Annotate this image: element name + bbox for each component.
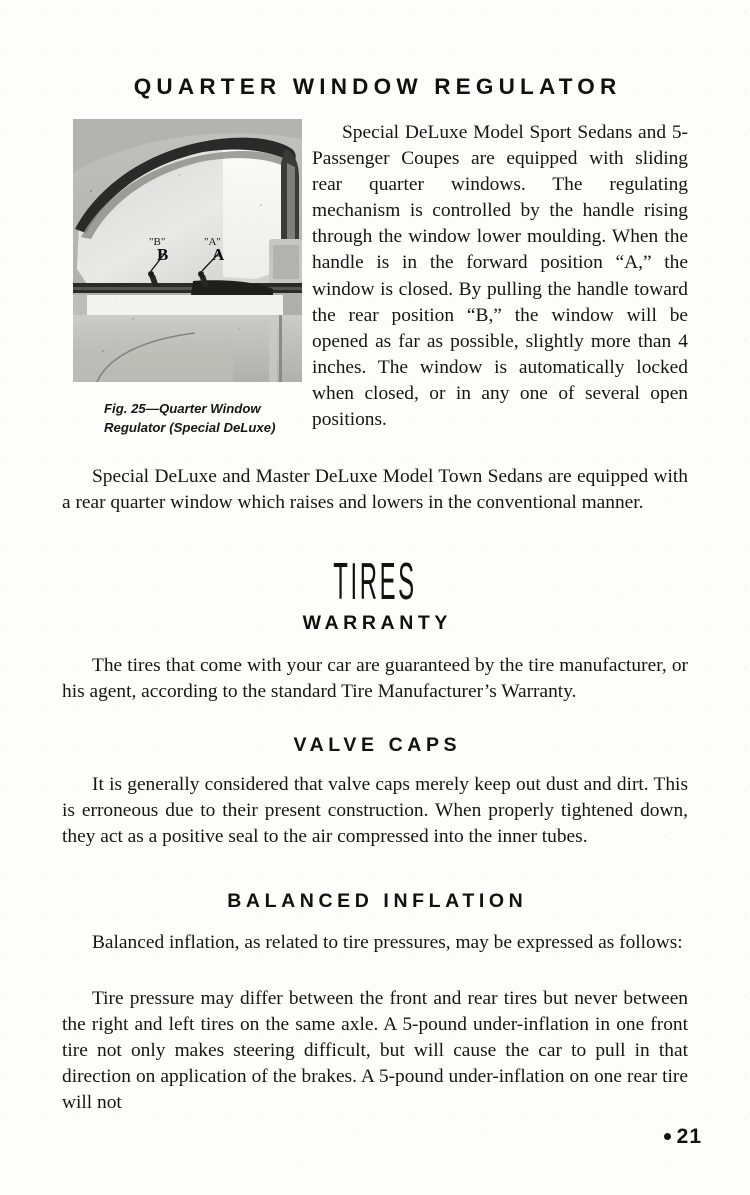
balanced-inflation-paragraph-1: Balanced inflation, as related to tire pressures, may be expressed as follows:: [92, 932, 683, 953]
balanced-inflation-paragraph-2: Tire pressure may differ between the front and rear tires but never between the right and left tires on the same axle. A 5-pound under-inflation in one front tire not only makes steering difficult, but will cause the car to pull in that direction on application of the brakes. A 5-pound under-inflation on one rear tire will not: [62, 988, 688, 1114]
figure-caption-line-2: Regulator (Special DeLuxe): [104, 419, 276, 435]
tires-heading: TIRES: [333, 552, 417, 611]
figure-caption: [104, 400, 304, 437]
intro-wrapped-paragraph: Special DeLuxe Model Sport Sedans and 5-Passenger Coupes are equipped with sliding rear quarter windows. The regulating mechanism is controlled by the handle rising through the window lower moulding. When the handle is in the forward position “A,” the window is closed. By pulling the handle toward the rear position “B,” the window will be opened as far as possible, slightly more than 4 inches. The window is automatically locked when closed, or in any one of several open positions.: [312, 122, 688, 431]
figure-caption-line-1: Fig. 25—Quarter Window: [104, 401, 261, 416]
warranty-paragraph: The tires that come with your car are guaranteed by the tire manufacturer, or his agent, according to the standard Tire Manufacturer’s Warranty.: [62, 655, 688, 703]
page-number: [664, 1125, 702, 1149]
callout-label-b: B: [157, 245, 169, 264]
photo-artwork: [73, 119, 302, 382]
section-heading-valve-caps: VALVE CAPS: [293, 734, 462, 756]
quarter-window-regulator-photo: [73, 119, 302, 382]
valve-caps-paragraph: It is generally considered that valve caps merely keep out dust and dirt. This is erroneous due to their present construction. When properly tightened down, they act as a positive seal to the air compressed into the inner tubes.: [62, 774, 688, 848]
callout-label-a: A: [212, 245, 225, 264]
page-title: QUARTER WINDOW REGULATOR: [133, 74, 622, 99]
folio-bullet-icon: [664, 1133, 671, 1140]
intro-full-width-paragraph: Special DeLuxe and Master DeLuxe Model Town Sedans are equipped with a rear quarter window which raises and lowers in the conventional manner.: [62, 466, 688, 514]
figure-quarter-window-regulator: [73, 119, 302, 382]
section-heading-balanced-inflation: BALANCED INFLATION: [227, 890, 528, 912]
page-number-value: 21: [676, 1125, 702, 1148]
section-heading-warranty: WARRANTY: [302, 612, 453, 634]
callout-quote-b: "B": [149, 236, 166, 248]
callout-quote-a: "A": [204, 236, 221, 248]
